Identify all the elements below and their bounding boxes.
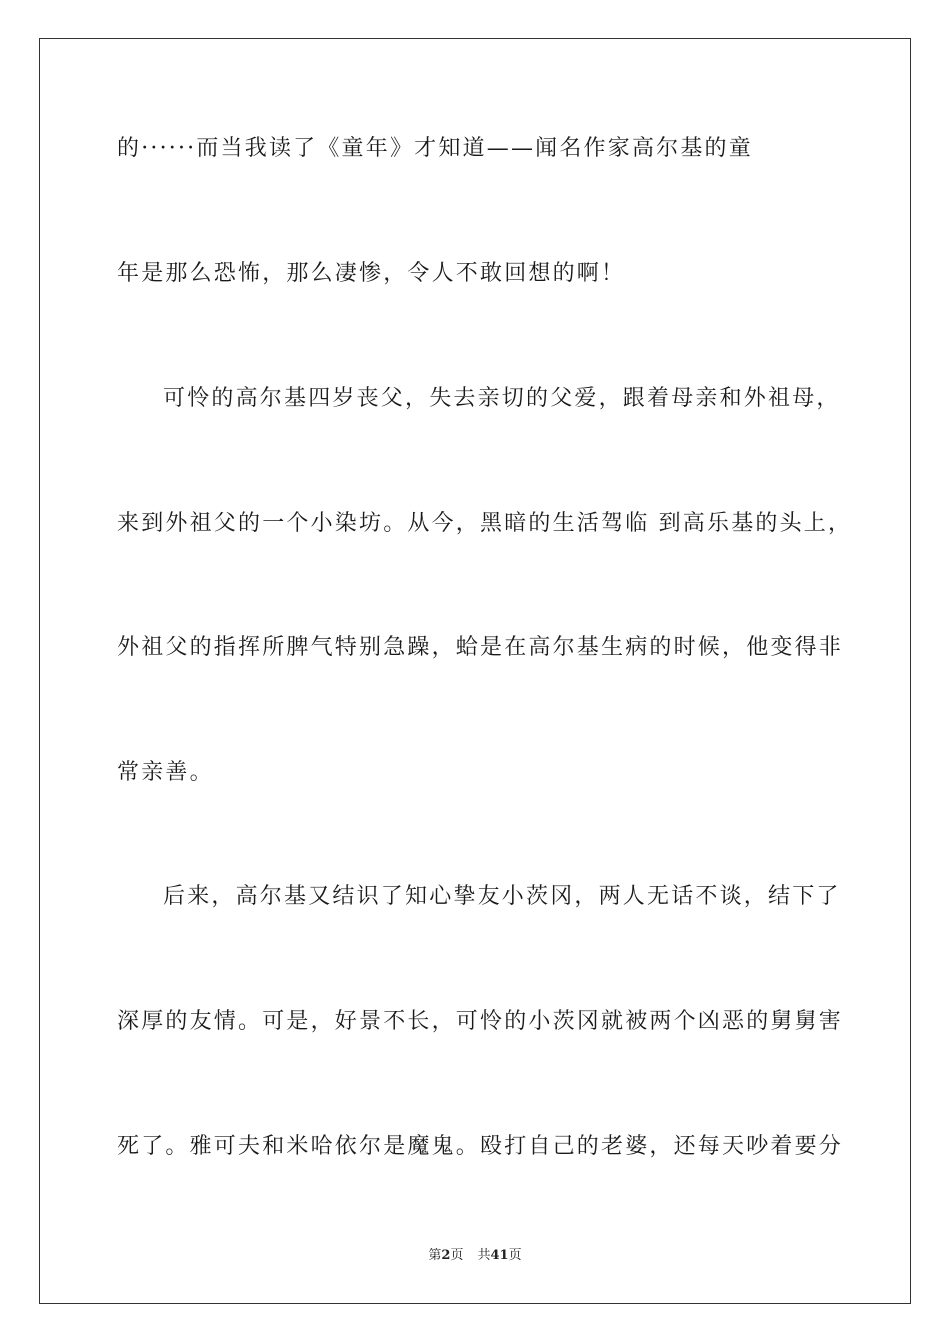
footer-page-current: 2 (441, 1248, 451, 1263)
page-border (39, 38, 911, 1304)
footer-total-prefix: 共 (477, 1248, 491, 1263)
text-line-3: 可怜的高尔基四岁丧父，失去亲切的父爱，跟着母亲和外祖母， (163, 386, 841, 411)
text-line-7: 后来，高尔基又结识了知心挚友小茨冈，两人无话不谈，结下了 (163, 884, 841, 909)
text-line-9: 死了。雅可夫和米哈依尔是魔鬼。殴打自己的老婆，还每天吵着要分 (117, 1134, 844, 1159)
footer-page-total: 41 (490, 1248, 509, 1263)
page-footer (0, 1247, 950, 1265)
text-line-8: 深厚的友情。可是，好景不长，可怜的小茨冈就被两个凶恶的舅舅害 (117, 1009, 844, 1034)
text-line-4: 来到外祖父的一个小染坊。从今，黑暗的生活驾临 到高乐基的头上， (117, 511, 853, 536)
text-line-1: 的······而当我读了《童年》才知道——闻名作家高尔基的童 (117, 136, 753, 161)
footer-page-prefix: 第 (428, 1248, 442, 1263)
text-line-2: 年是那么恐怖，那么凄惨，令人不敢回想的啊！ (117, 261, 626, 286)
text-line-5: 外祖父的指挥所脾气特别急躁，蛤是在高尔基生病的时候，他变得非 (117, 635, 844, 660)
text-line-6: 常亲善。 (117, 760, 214, 785)
footer-total-suffix: 页 (508, 1248, 522, 1263)
footer-page-suffix: 页 (450, 1248, 464, 1263)
